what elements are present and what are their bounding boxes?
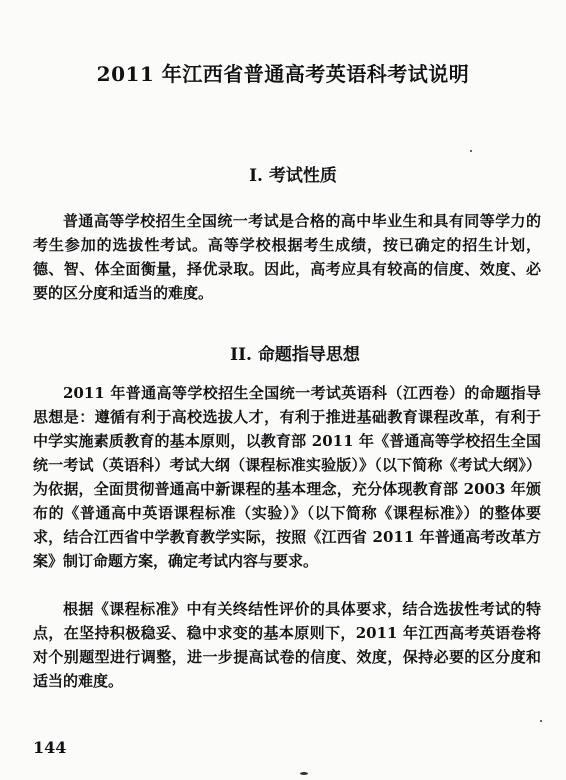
page-number: 144 xyxy=(33,738,67,757)
paragraph-exam-nature: 普通高等学校招生全国统一考试是合格的高中毕业生和具有同等学力的考生参加的选拔性考试。高等学校根据考生成绩，按已确定的招生计划，德、智、体全面衡量，择优录取。因此，高考应具有较高的信度、效度、必要的区分度和适当的难度。 xyxy=(33,212,541,302)
paragraph-guiding-principles-1: 2011 年普通高等学校招生全国统一考试英语科（江西卷）的命题指导思想是：遵循有利于高校选拔人才，有利于推进基础教育课程改革，有利于中学实施素质教育的基本原则，以教育部 2011 年《普通高等学校招生全国统一考试（英语科）考试大纲（课程标准实验版）》（以下简称《考试大纲》）为依据，全面贯彻普通高中新课程的基本理念，充分体现教育部 2003 年颁布的《普通高中英语课程标准（实验）》（以下简称《课程标准》）的整体要求，结合江西省中学教育教学实际，按照《江西省 2011 年普通高考改革方案》制订命题方案，确定考试内容与要求。 xyxy=(33,384,541,570)
scan-speck xyxy=(470,150,472,152)
section-heading-exam-nature: I. 考试性质 xyxy=(249,166,337,186)
scan-speck xyxy=(540,720,542,722)
paragraph-guiding-principles-2: 根据《课程标准》中有关终结性评价的具体要求，结合选拔性考试的特点，在坚持积极稳妥、稳中求变的基本原则下，2011 年江西高考英语卷将对个别题型进行调整，进一步提高试卷的信度、效度，保持必要的区分度和适当的难度。 xyxy=(33,600,541,690)
scan-speck xyxy=(300,772,308,775)
document-title: 2011 年江西省普通高考英语科考试说明 xyxy=(96,62,470,86)
section-heading-guiding-principles: II. 命题指导思想 xyxy=(230,345,360,365)
